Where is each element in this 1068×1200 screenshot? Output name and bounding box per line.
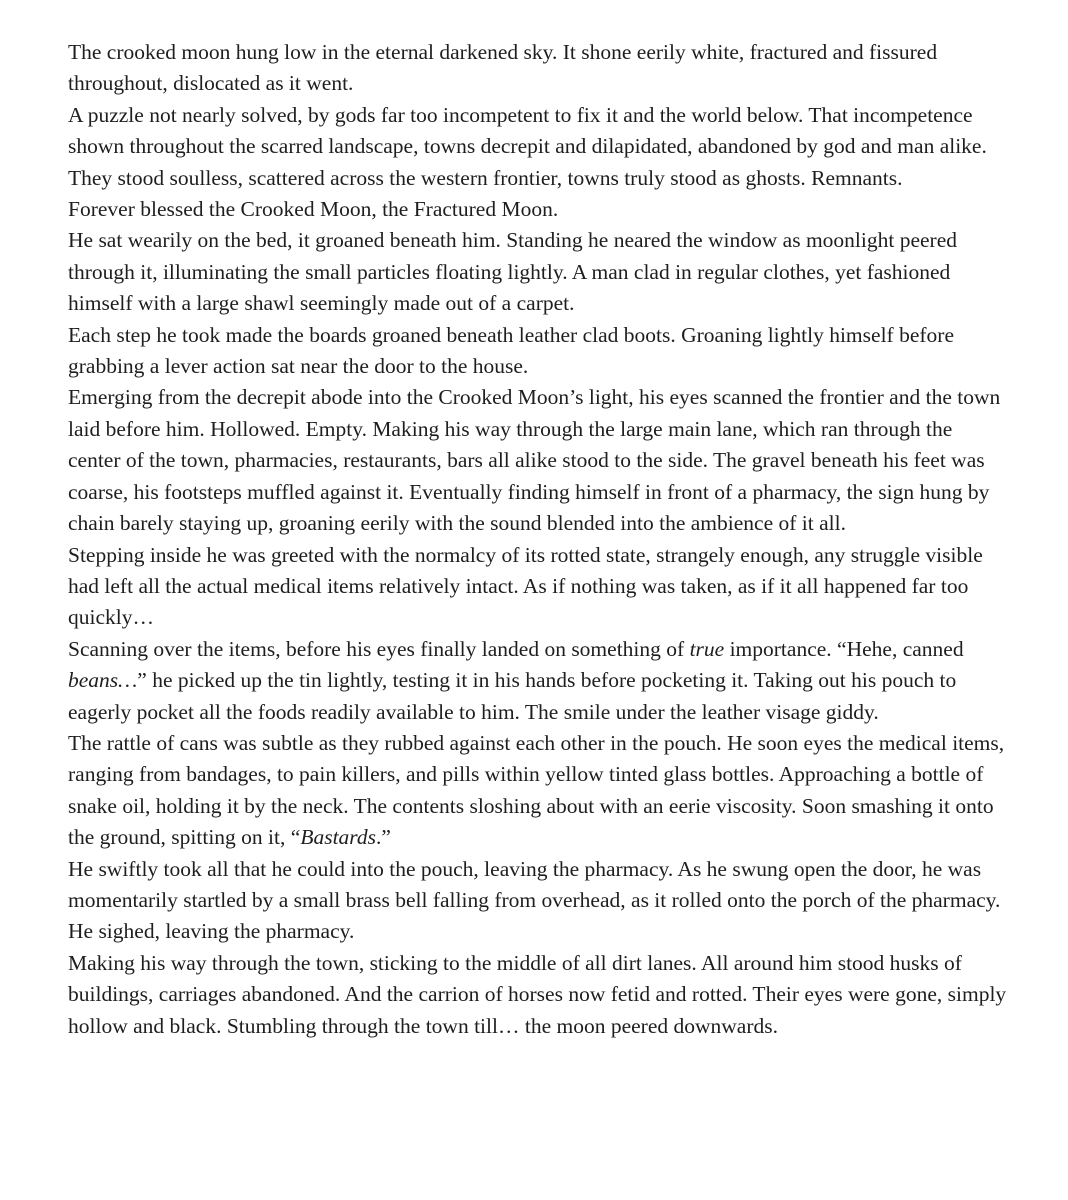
paragraph-text: Emerging from the decrepit abode into the Crooked Moon’s light, his eyes scanned the frontier and the town laid before him. Hollowed. Empty. Making his way through the large main lane, which ran through the center of the town, pharmacies, restaurants, bars all alike stood to the side. The gravel beneath his feet was coarse, his footsteps muffled against it. Eventually finding himself in front of a pharmacy, the sign hung by chain barely staying up, groaning eerily with the sound blended into the ambience of it all. [68,385,1001,536]
paragraph-9 [68,728,1008,854]
paragraph-text: Making his way through the town, sticking to the middle of all dirt lanes. All around him stood husks of buildings, carriages abandoned. And the carrion of horses now fetid and rotted. Their eyes were gone, simply hollow and black. Stumbling through the town till… the moon peered downwards. [68,950,1007,1038]
paragraph-1 [68,37,1008,100]
paragraph-segment: importance. “Hehe, canned [724,636,964,661]
paragraph-text: He sat wearily on the bed, it groaned beneath him. Standing he neared the window as moonlight peered through it, illuminating the small particles floating lightly. A man clad in regular clothes, yet fashioned himself with a large shawl seemingly made out of a carpet. [68,228,958,316]
paragraph-text: The crooked moon hung low in the eternal darkened sky. It shone eerily white, fractured and fissured throughout, dislocated as it went. [68,40,938,96]
paragraph-text: Stepping inside he was greeted with the normalcy of its rotted state, strangely enough, any struggle visible had left all the actual medical items relatively intact. As if nothing was taken, as if it all happened far too quickly… [68,542,983,630]
paragraph-text: Each step he took made the boards groaned beneath leather clad boots. Groaning lightly himself before grabbing a lever action sat near the door to the house. [68,322,954,379]
paragraph-5 [68,320,1008,383]
paragraph-segment: ” he picked up the tin lightly, testing it in his hands before pocketing it. Taking out his pouch to eagerly pocket all the foods readily available to him. The smile under the leather visage giddy. [68,668,957,724]
paragraph-8 [68,634,1008,728]
paragraph-segment-italic: true [689,636,725,661]
story-text [68,37,1008,1042]
paragraph-3 [68,194,1008,225]
paragraph-text: Forever blessed the Crooked Moon, the Fractured Moon. [68,197,559,222]
paragraph-segment: Scanning over the items, before his eyes finally landed on something of [68,636,690,661]
paragraph-text: A puzzle not nearly solved, by gods far too incompetent to fix it and the world below. That incompetence shown throughout the scarred landscape, towns decrepit and dilapidated, abandoned by god and man alike. They stood soulless, scattered across the western frontier, towns truly stood as ghosts. Remnants. [68,102,987,190]
paragraph-11 [68,948,1008,1042]
paragraph-text: He swiftly took all that he could into the pouch, leaving the pharmacy. As he swung open the door, he was momentarily startled by a small brass bell falling from overhead, as it rolled onto the porch of the pharmacy. He sighed, leaving the pharmacy. [68,856,1001,944]
paragraph-segment: .” [375,825,391,850]
paragraph-7 [68,540,1008,634]
paragraph-segment-italic: Bastards [300,825,376,850]
paragraph-4 [68,225,1008,319]
paragraph-segment: The rattle of cans was subtle as they rubbed against each other in the pouch. He soon eyes the medical items, ranging from bandages, to pain killers, and pills within yellow tinted glass bottles. Approaching a bottle of snake oil, holding it by the neck. The contents sloshing about with an eerie viscosity. Soon smashing it onto the ground, spitting on it, “ [68,730,1005,850]
paragraph-6 [68,382,1008,539]
paragraph-2 [68,100,1008,194]
paragraph-segment-italic: beans… [68,668,138,693]
paragraph-10 [68,854,1008,948]
